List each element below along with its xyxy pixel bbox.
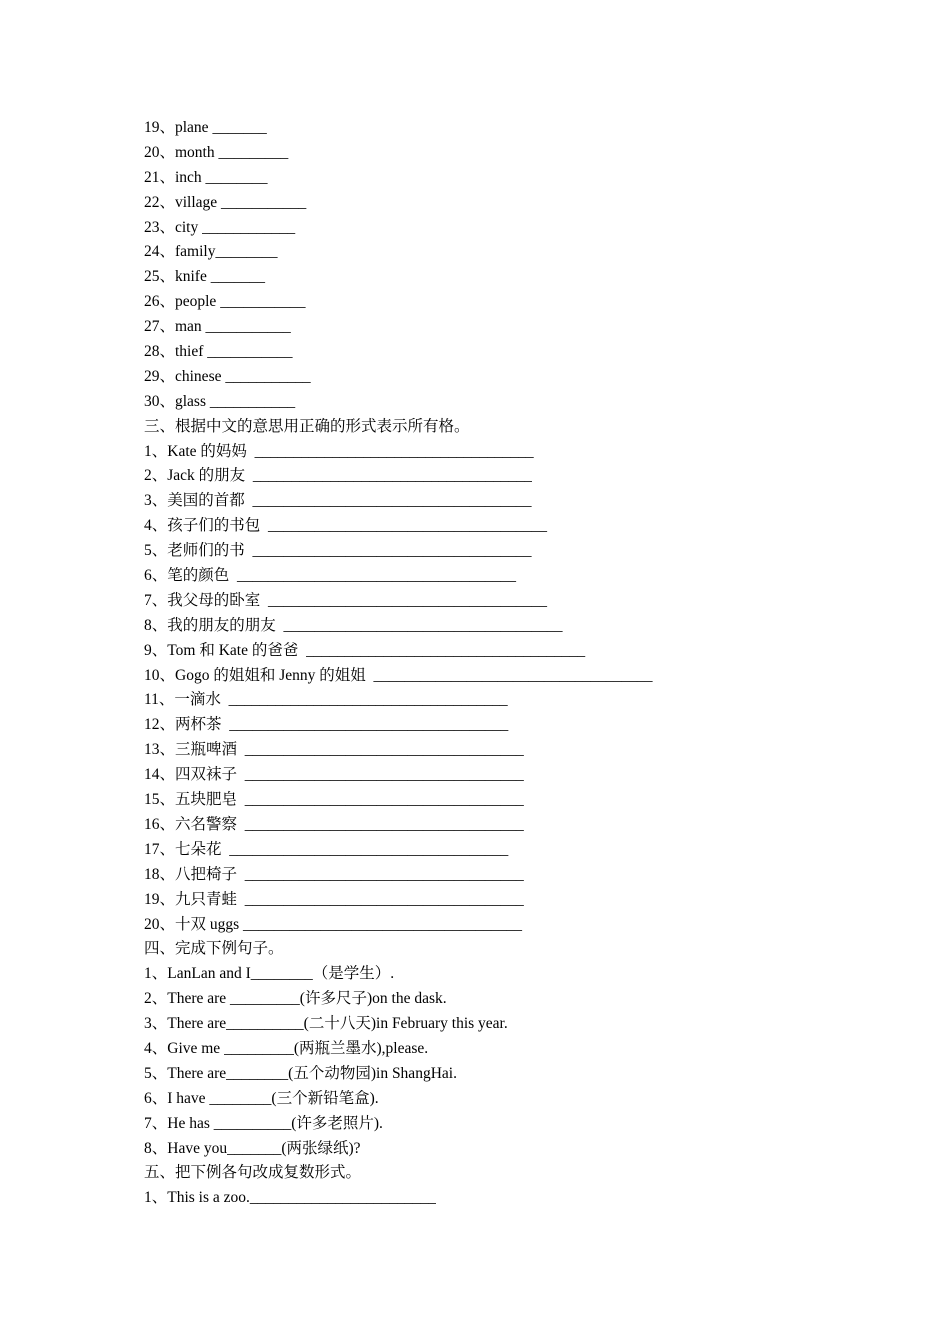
- exercise-item: 29、chinese ___________: [144, 367, 311, 385]
- exercise-item: 12、两杯茶 ____________________________________: [144, 716, 509, 734]
- exercise-item: 5、There are________(五个动物园)in ShangHai.: [144, 1064, 457, 1082]
- exercise-item: 5、老师们的书 ____________________________________: [144, 542, 532, 560]
- exercise-item: 8、我的朋友的朋友 ____________________________________: [144, 616, 563, 634]
- exercise-item: 2、There are _________(许多尺子)on the dask.: [144, 990, 447, 1008]
- exercise-item: 19、九只青蛙 ____________________________________: [144, 890, 524, 908]
- exercise-item: 7、He has __________(许多老照片).: [144, 1114, 383, 1132]
- exercise-item: 21、inch ________: [144, 168, 268, 186]
- exercise-item: 9、Tom 和 Kate 的爸爸 ____________________________________: [144, 641, 586, 659]
- complete-sentences-section: [144, 937, 864, 1161]
- exercise-item: 23、city ____________: [144, 218, 296, 236]
- exercise-item: 30、glass ___________: [144, 392, 296, 410]
- plural-sentences-section: [144, 1161, 864, 1211]
- exercise-item: 24、family________: [144, 243, 278, 261]
- worksheet-content: [144, 116, 864, 1211]
- exercise-item: 7、我父母的卧室 ____________________________________: [144, 591, 548, 609]
- exercise-item: 14、四双袜子 ____________________________________: [144, 766, 524, 784]
- exercise-item: 6、笔的颜色 ____________________________________: [144, 567, 517, 585]
- exercise-item: 17、七朵花 ____________________________________: [144, 840, 509, 858]
- exercise-item: 4、孩子们的书包 ____________________________________: [144, 517, 548, 535]
- exercise-item: 18、八把椅子 ____________________________________: [144, 865, 524, 883]
- exercise-item: 19、plane _______: [144, 119, 267, 136]
- exercise-item: 26、people ___________: [144, 293, 306, 311]
- exercise-item: 13、三瓶啤酒 ____________________________________: [144, 741, 524, 759]
- exercise-item: 27、man ___________: [144, 318, 291, 336]
- exercise-item: 10、Gogo 的姐姐和 Jenny 的姐姐 ____________________________________: [144, 666, 653, 684]
- exercise-item: 20、month _________: [144, 143, 289, 161]
- exercise-item: 28、thief ___________: [144, 343, 293, 361]
- section-heading: 四、完成下例句子。: [144, 940, 284, 958]
- exercise-item: 11、一滴水 ____________________________________: [144, 691, 508, 709]
- exercise-item: 1、Kate 的妈妈 ____________________________________: [144, 442, 534, 460]
- exercise-item: 1、This is a zoo.________________________: [144, 1189, 436, 1207]
- possessive-section: [144, 415, 864, 938]
- section-heading: 三、根据中文的意思用正确的形式表示所有格。: [144, 417, 470, 435]
- exercise-item: 4、Give me _________(两瓶兰墨水),please.: [144, 1039, 429, 1057]
- exercise-item: 1、LanLan and I________（是学生）.: [144, 965, 395, 983]
- exercise-item: 25、knife _______: [144, 268, 265, 286]
- exercise-item: 2、Jack 的朋友 ____________________________________: [144, 467, 532, 485]
- exercise-item: 8、Have you_______(两张绿纸)?: [144, 1139, 361, 1157]
- exercise-item: 22、village ___________: [144, 193, 307, 211]
- section-heading: 五、把下例各句改成复数形式。: [144, 1164, 362, 1182]
- plural-list: [144, 116, 864, 415]
- exercise-item: 16、六名警察 ____________________________________: [144, 815, 524, 833]
- exercise-item: 3、There are__________(二十八天)in February this year.: [144, 1015, 508, 1033]
- exercise-item: 3、美国的首都 ____________________________________: [144, 492, 532, 510]
- exercise-item: 20、十双 uggs ____________________________________: [144, 915, 523, 933]
- exercise-item: 15、五块肥皂 ____________________________________: [144, 791, 524, 809]
- exercise-item: 6、I have ________(三个新铅笔盒).: [144, 1089, 379, 1107]
